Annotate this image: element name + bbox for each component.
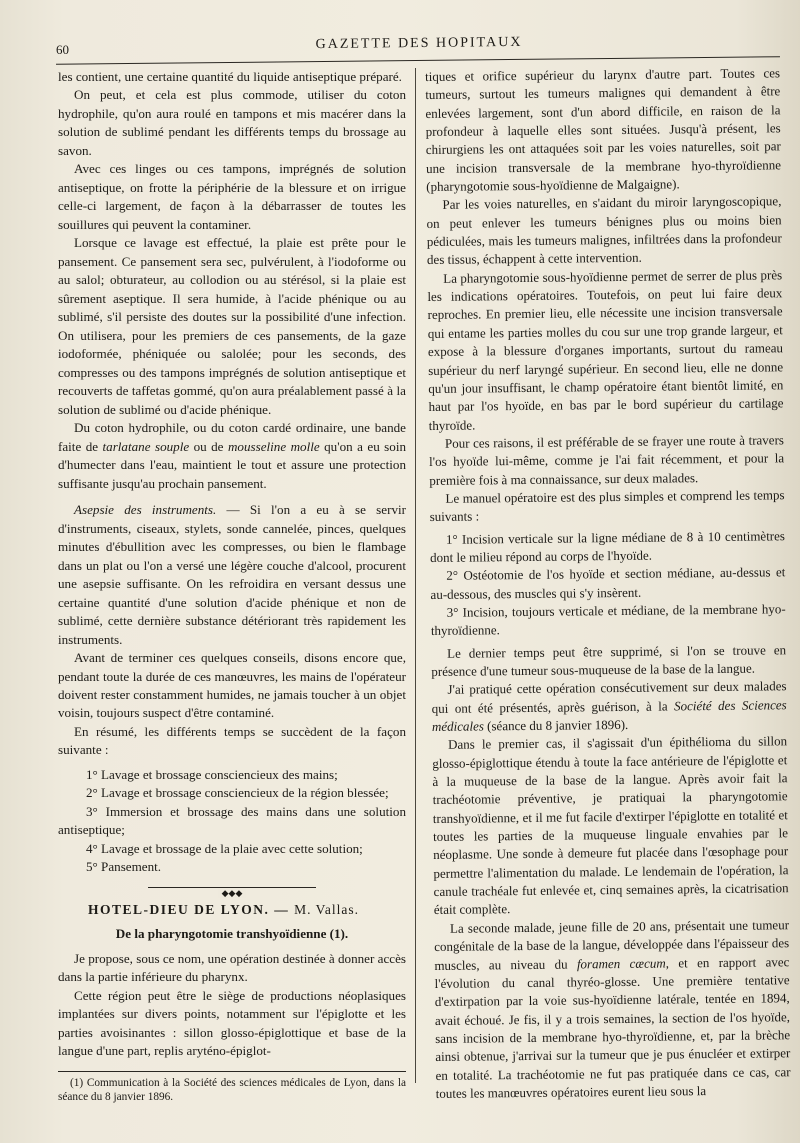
section-author: M. Vallas. xyxy=(294,901,360,917)
paragraph: Par les voies naturelles, en s'aidant du miroir laryngoscopique, on peut enlever les tumeurs bénignes plus ou moins bien pédiculées, mais les tumeurs malignes, infiltrées dans la profondeur des tissus, échappent à cette intervention. xyxy=(426,193,782,268)
paragraph: La pharyngotomie sous-hyoïdienne permet de serrer de plus près les indications opératoires. Toutefois, on peut lui faire deux reproches. En premier lieu, elle nécessite une incision transversale qui entame les parties molles du cou sur une trop grande largeur, et expose à la blessure d'organes importants, surtout du rameau supérieur du nerf laryngé supérieur. En second lieu, elle ne donne qu'un jour insuffisant, le champ opératoire étant bientôt limité, en haut par l'os hyoïde, en bas par le bord supérieur du cartilage thyroïde. xyxy=(427,267,784,433)
list-item: 5° Pansement. xyxy=(86,859,162,875)
list-item: 3° Incision, toujours verticale et médiane, de la membrane hyo-thyroïdienne. xyxy=(430,601,786,639)
paragraph: Lorsque ce lavage est effectué, la plaie est prête pour le pansement. Ce pansement sera sec, pulvérulent, à l'iodoforme ou au salol; obturateur, au collodion ou au stérésol, si la plaie est sûrement aseptique. Il sera humide, à l'acide phénique ou au sublimé, s'il persiste des doutes sur la possibilité d'une infection. On utilisera, pour les premiers de ces pansements, de la gaze iodoformée, phéniquée ou salolée; pour les seconds, des compresses ou des tampons imprégnés de solution antiseptique et recouverts de taffetas gommé, qu'on aura préalablement passé à la solution de sublimé ou d'acide phénique. xyxy=(58,235,406,417)
right-column xyxy=(425,64,791,1103)
steps-list xyxy=(58,766,406,877)
paragraph: les contient, une certaine quantité du liquide antiseptique préparé. xyxy=(58,69,402,84)
paragraph: On peut, et cela est plus commode, utiliser du coton hydrophile, qu'on aura roulé en tampons et mis macérer dans la solution de sublimé pendant les différents temps du brossage au savon. xyxy=(58,87,406,158)
list-item: 4° Lavage et brossage de la plaie avec cette solution; xyxy=(86,840,363,856)
article-subtitle: De la pharyngotomie transhyoïdienne (1). xyxy=(115,926,349,942)
list-item: 3° Immersion et brossage des mains dans une solution antiseptique; xyxy=(58,803,406,838)
paragraph: Cette région peut être le siège de productions néoplasiques implantées sur divers points, notamment sur l'épiglotte et les parties avoisinantes : sillon glosso-épiglottique et base de la langue d'une part, replis aryténo-épiglot- xyxy=(58,987,406,1059)
paragraph: Du coton hydrophile, ou du coton cardé ordinaire, une bande faite de tarlatane souple ou de mousseline molle qu'on a eu soin d'humecter dans l'eau, maintient le tout et assure une protection suffisante jusqu'au prochain pansement. xyxy=(58,420,407,491)
procedure-steps xyxy=(430,527,786,641)
paragraph: La seconde malade, jeune fille de 20 ans, présentait une tumeur congénitale de la base de la langue, développée dans l'épaisseur des muscles, au niveau du foramen cæcum, et en rapport avec l'évolution du canal thyréo-glosse. Une première tentative d'extirpation par la voie sus-hyoïdienne latérale, tentée en 1894, avait échoué. Je fis, il y a trois semaines, la section de l'os hyoïde, sans incision de la membrane hyo-thyroïdienne, et, par la brèche ainsi obtenue, j'arrivai sur la tumeur que je pus énucléer et extirper en totalité. La trachéotomie ne fut pas pratiquée dans ce cas, car toutes les manœuvres opératoires eurent lieu sous la xyxy=(434,917,791,1101)
paragraph: En résumé, les différents temps se succèdent de la façon suivante : xyxy=(58,723,406,758)
run-in-heading: Asepsie des instruments. xyxy=(74,502,217,518)
paragraph: Le dernier temps peut être supprimé, si l'on se trouve en présence d'une tumeur sous-muqueuse de la base de la langue. xyxy=(431,641,787,679)
column-divider xyxy=(415,68,416,1083)
paragraph: tiques et orifice supérieur du larynx d'autre part. Toutes ces tumeurs, surtout les tumeurs malignes qui demandent à être enlevées largement, sont d'un abord difficile, en raison de la profondeur à laquelle elles sont situées. Jusqu'à présent, les chirurgiens les ont attaquées soit par les voies naturelles, soit par une incision transversale de la membrane hyo-thyroïdienne (pharyngotomie sous-hyoïdienne de Malgaigne). xyxy=(425,65,782,195)
paragraph: Avant de terminer ces quelques conseils, disons encore que, pendant toute la durée de ces manœuvres, les mains de l'opérateur doivent rester constamment humides, ne jamais toucher à un objet voisin, toujours suspect d'être contaminé. xyxy=(58,650,406,721)
paragraph-asepsie: Asepsie des instruments. — Si l'on a eu à se servir d'instruments, ciseaux, stylets, sonde cannelée, pinces, quelques minutes d'ébullition avec les compresses, ou bien le flambage dans un plat ou l'on a versé une légère couche d'alcool, procurent une asepsie suffisante. On les refroidira en versant dessus une certaine quantité d'une solution d'acide phénique et non de sublimé, cette dernière substance détériorant très rapidement les instruments. xyxy=(58,502,406,647)
paragraph: Avec ces linges ou ces tampons, imprégnés de solution antiseptique, on frotte la périphérie de la blessure et on irrigue celle-ci largement, de façon à la débarrasser de toutes les souillures qui peuvent la contaminer. xyxy=(58,161,406,232)
list-item: 2° Ostéotomie de l'os hyoïde et section médiane, au-dessus et au-dessous, des muscles qui s'y insèrent. xyxy=(430,564,786,602)
list-item: 1° Incision verticale sur la ligne médiane de 8 à 10 centimètres dont le milieu répond au corps de l'hyoïde. xyxy=(430,527,785,565)
running-title: GAZETTE DES HOPITAUX xyxy=(315,34,523,53)
section-title: HOTEL-DIEU DE LYON. — M. Vallas. xyxy=(88,901,360,917)
list-item: 2° Lavage et brossage consciencieux de la région blessée; xyxy=(86,785,389,801)
paragraph: Je propose, sous ce nom, une opération destinée à donner accès dans la partie inférieure du pharynx. xyxy=(58,950,406,985)
footnote: (1) Communication à la Société des sciences médicales de Lyon, dans la séance du 8 janvier 1896. xyxy=(58,1076,406,1103)
list-item: 1° Lavage et brossage consciencieux des mains; xyxy=(86,766,338,782)
section-ornament: ◆◆◆ xyxy=(58,883,406,891)
paragraph: Dans le premier cas, il s'agissait d'un épithélioma du sillon glosso-épiglottique étendu à toute la face antérieure de l'épiglotte et à la muqueuse de la base de la langue. Après avoir fait la trachéotomie préventive, je pratiquai la pharyngotomie transhyoïdienne, et il me fut facile d'extirper l'épiglotte en totalité et toutes les parties de la muqueuse linguale envahies par le néoplasme. Une sonde à demeure fut placée dans l'œsophage pour permettre l'alimentation du malade. Le lendemain de l'opération, la canule trachéale fut enlevée et, cinq semaines après, la cicatrisation était complète. xyxy=(432,733,789,918)
paragraph: J'ai pratiqué cette opération consécutivement sur deux malades qui ont été présentés, après guérison, à la Société des Sciences médicales (séance du 8 janvier 1896). xyxy=(431,678,787,734)
footnote-rule xyxy=(58,1071,406,1072)
paragraph: Pour ces raisons, il est préférable de se frayer une route à travers l'os hyoïde lui-même, comme je l'ai fait récemment, et pour la première fois à ma connaissance, sur deux malades. xyxy=(429,432,785,488)
page-number: 60 xyxy=(56,42,69,57)
left-column xyxy=(58,68,406,1103)
paragraph: Le manuel opératoire est des plus simples et comprend les temps suivants : xyxy=(429,487,785,525)
